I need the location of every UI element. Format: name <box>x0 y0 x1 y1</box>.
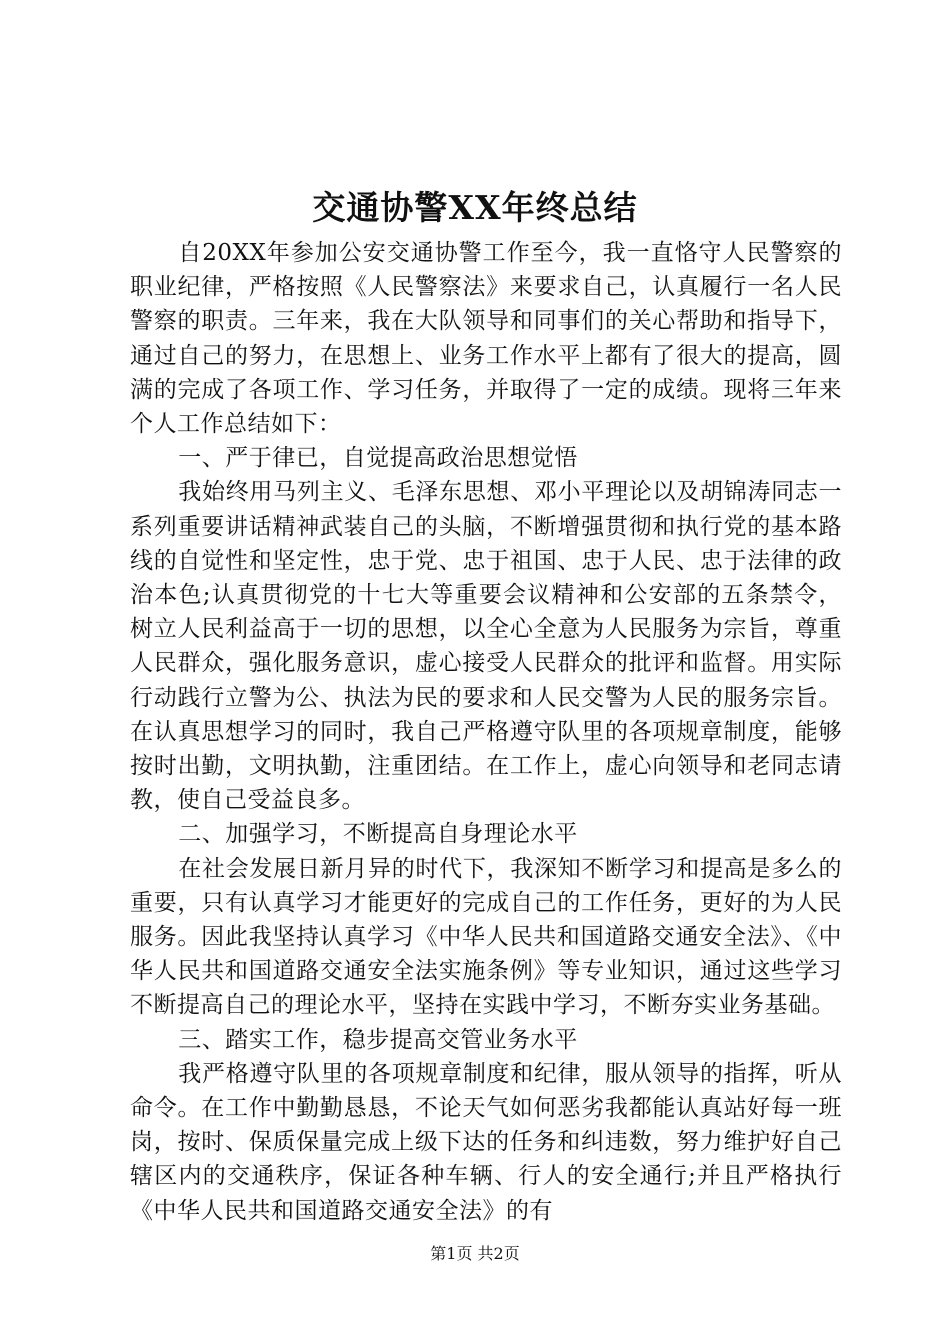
section-heading-3: 三、踏实工作，稳步提高交管业务水平 <box>178 1026 578 1053</box>
paragraph-section-3: 我严格遵守队里的各项规章制度和纪律，服从领导的指挥，听从命令。在工作中勤勤恳恳，不论天气如何恶劣我都能认真站好每一班岗，按时、保质保量完成上级下达的任务和纠违数，努力维护好自己辖区内的交通秩序，保证各种车辆、行人的安全通行;并且严格执行《中华人民共和国道路交通安全法》的有 <box>130 1060 842 1224</box>
paragraph-section-1: 我始终用马列主义、毛泽东思想、邓小平理论以及胡锦涛同志一系列重要讲话精神武装自己的头脑，不断增强贯彻和执行党的基本路线的自觉性和坚定性，忠于党、忠于祖国、忠于人民、忠于法律的政治本色;认真贯彻党的十七大等重要会议精神和公安部的五条禁令，树立人民利益高于一切的思想，以全心全意为人民服务为宗旨，尊重人民群众，强化服务意识，虚心接受人民群众的批评和监督。用实际行动践行立警为公、执法为民的要求和人民交警为人民的服务宗旨。在认真思想学习的同时，我自己严格遵守队里的各项规章制度，能够按时出勤，文明执勤，注重团结。在工作上，虚心向领导和老同志请教，使自己受益良多。 <box>130 479 842 814</box>
paragraph-intro: 自20XX年参加公安交通协警工作至今，我一直恪守人民警察的职业纪律，严格按照《人民警察法》来要求自己，认真履行一名人民警察的职责。三年来，我在大队领导和同事们的关心帮助和指导下，通过自己的努力，在思想上、业务工作水平上都有了很大的提高，圆满的完成了各项工作、学习任务，并取得了一定的成绩。现将三年来个人工作总结如下： <box>130 240 842 438</box>
document-body <box>130 236 842 1228</box>
page-number-footer: 第1页 共2页 <box>430 1244 520 1263</box>
document-title: 交通协警XX年终总结 <box>312 188 638 227</box>
section-heading-2: 二、加强学习，不断提高自身理论水平 <box>178 821 578 848</box>
paragraph-section-2: 在社会发展日新月异的时代下，我深知不断学习和提高是多么的重要，只有认真学习才能更好的完成自己的工作任务，更好的为人民服务。因此我坚持认真学习《中华人民共和国道路交通安全法》、《中华人民共和国道路交通安全法实施条例》等专业知识，通过这些学习不断提高自己的理论水平，坚持在实践中学习，不断夯实业务基础。 <box>130 855 842 1019</box>
section-heading-1: 一、严于律已，自觉提高政治思想觉悟 <box>178 445 578 472</box>
